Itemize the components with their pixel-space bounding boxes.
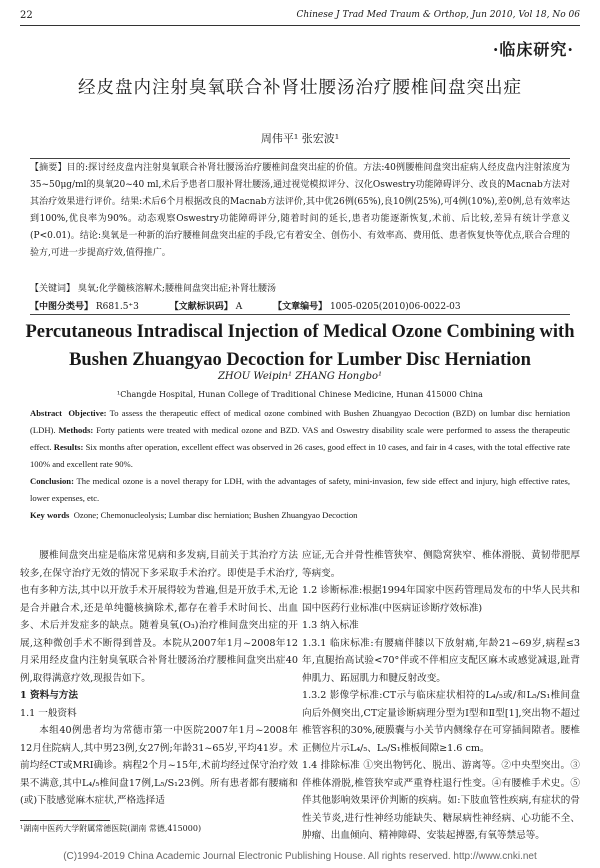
- page-number: 22: [20, 10, 33, 21]
- section-label: ·临床研究·: [492, 40, 574, 59]
- conclusion-text: The medical ozone is a novel therapy for LDH, with the advantages of safety, mini-invasion, few side effect and injury, high effective rates, lower expenses, etc.: [30, 476, 570, 503]
- footnote-rule: [20, 820, 110, 821]
- general-data-paragraph: 本组40例患者均为常德市第一中医院2007年1月~2008年12月住院病人,其中男23例,女27例;年龄31~65岁,平均41岁。术前均经CT或MRI确诊。病程2个月~15年,术前均经过保守治疗效果不满意,其中L₄/₅椎间盘17例,L₅/S₁23例。所有患者都有腰痛和(或)下肢感觉麻木症状,严格选择适: [20, 725, 298, 806]
- results-label: Results:: [53, 442, 84, 452]
- methods-text: Forty patients were treated with medical ozone and BZD. VAS and Oswestry disability scale were performed to assess the therapeutic effect.: [30, 425, 570, 452]
- continued-paragraph: 应证,无合并骨性椎管狭窄、侧隐窝狭窄、椎体滑脱、黄韧带肥厚等病变。: [302, 550, 580, 579]
- article-number-label: 【文章编号】: [273, 302, 328, 312]
- body-column-left: [20, 547, 298, 810]
- running-head: Chinese J Trad Med Traum & Orthop, Jun 2010, Vol 18, No 06: [296, 10, 580, 20]
- article-title-en: Percutaneous Intradiscal Injection of Medical Ozone Combining with Bushen Zhuangyao Decoction for Lumber Disc Herniation: [25, 322, 575, 370]
- heading-inclusion: 1.3 纳入标准: [302, 620, 359, 631]
- doc-code-value: A: [235, 302, 243, 312]
- keywords-cn-text: 臭氧;化学髓核溶解术;腰椎间盘突出症;补肾壮腰汤: [77, 284, 276, 294]
- imaging-criteria: 1.3.2 影像学标准:CT示与临床症状相符的L₄/₅或/和L₅/S₁椎间盘向后外侧突出,CT定量诊断病理分型为Ⅰ型和Ⅱ型[1],突出物不超过椎管容积的30%,硬膜囊与小关节内侧缘存在可穿插间隙者。腰椎正侧位片示L₄/₅、L₅/S₁椎板间隙≥1.6 cm。: [302, 690, 580, 754]
- footnote: ¹湖南中医药大学附属常德医院(湖南 常德,415000): [20, 824, 202, 833]
- abstract-en: [30, 405, 570, 524]
- abstract-en-label: Abstract: [30, 408, 62, 418]
- doc-code-label: 【文献标识码】: [169, 302, 233, 312]
- body-column-right: [302, 547, 580, 845]
- methods-label: Methods:: [58, 425, 94, 435]
- keywords-cn: [30, 281, 276, 294]
- clc-label: 【中图分类号】: [30, 302, 94, 312]
- exclusion-criteria: 1.4 排除标准 ①突出物钙化、脱出、游离等。②中央型突出。③伴椎体滑脱,椎管狭窄或严重脊柱退行性变。④有腰椎手术史。⑤伴其他影响效果评价判断的疾病。如:下肢血管性疾病,有症状的骨性关节炎,进行性神经功能缺失、糖尿病性神经病、心功能不全、肿瘤、出血倾向、精神障碍、安装起搏器,有氧等禁忌等。: [302, 760, 580, 841]
- heading-general-data: 1.1 一般资料: [20, 707, 77, 719]
- keywords-en-text: Ozone; Chemonucleolysis; Lumbar disc herniation; Bushen Zhuangyao Decoction: [73, 510, 358, 520]
- clinical-criteria: 1.3.1 临床标准:有腰痛伴膝以下放射痛,年龄21~69岁,病程≤3年,直腿抬高试验<70°伴或不伴相应支配区麻木或感觉减退,趾背伸肌力、跖屈肌力和腱反射改变。: [302, 637, 580, 684]
- header-rule: [20, 25, 580, 26]
- classification-line: [30, 299, 489, 312]
- copyright-watermark: (C)1994-2019 China Academic Journal Electronic Publishing House. All rights reserved. http://www.cnki.net: [63, 851, 537, 862]
- diagnostic-criteria: 1.2 诊断标准:根据1994年国家中医药管理局发布的中华人民共和国中医药行业标准(中医病证诊断疗效标准): [302, 585, 580, 614]
- abstract-top-rule: [30, 158, 570, 159]
- abstract-cn-label: 【摘要】: [30, 163, 67, 173]
- objective-label: Objective:: [68, 408, 107, 418]
- keywords-en-label: Key words: [30, 510, 70, 520]
- heading-materials-methods: 1 资料与方法: [20, 690, 78, 701]
- article-title-cn: 经皮盘内注射臭氧联合补肾壮腰汤治疗腰椎间盘突出症: [78, 78, 522, 98]
- abstract-bottom-rule: [30, 314, 570, 315]
- conclusion-label: Conclusion:: [30, 476, 74, 486]
- clc-value: R681.5⁺3: [95, 302, 139, 312]
- intro-paragraph: 腰椎间盘突出症是临床常见病和多发病,目前关于其治疗方法较多,在保守治疗无效的情况下多采取手术治疗。即使是手术治疗,也有多种方法,其中以开放手术开展得较为普遍,但是开放手术,无论是合并融合术,还是单纯髓核摘除术,都存在着手术时间长、出血多、术后并发症多的缺点。随着臭氧(O₃)治疗椎间盘突出症的开展,这种微创手术不断得到普及。本院从2007年1月~2008年12月采用经皮盘内注射臭氧联合补肾壮腰汤治疗腰椎间盘突出症40例,取得满意疗效,现报告如下。: [20, 550, 298, 684]
- objective-text: To assess the therapeutic effect of medical ozone combined with Bushen Zhuangyao Decoction (BZD) on lumbar disc herniation (LDH).: [30, 408, 570, 435]
- results-text: Six months after operation, excellent effect was observed in 26 cases, good effect in 10 cases, and fair in 4 cases, with the total effective rate 100% and excellent rate 90%.: [30, 442, 570, 469]
- authors-cn: 周伟平¹ 张宏波¹: [260, 132, 340, 145]
- article-number-value: 1005-0205(2010)06-0022-03: [329, 302, 461, 312]
- authors-en: ZHOU Weipin¹ ZHANG Hongbo¹: [217, 371, 383, 382]
- keywords-cn-label: 【关键词】: [30, 284, 76, 294]
- abstract-cn-text: 目的:探讨经皮盘内注射臭氧联合补肾壮腰汤治疗腰椎间盘突出症的价值。方法:40例腰椎间盘突出症病人经皮盘内注射浓度为35~50μg/ml的臭氧20~40 ml,术后予患者口服补肾壮腰汤,通过视觉模拟评分、汉化Oswestry功能障碍评分、改良的Macnab方法对其治疗效果进行评价。结果:术后6个月根据改良的Macnab方法评价,其中优26例(65%),良10例(25%),可4例(10%),差0例,总有效率达到100%,优良率为90%。动态观察Oswestry功能障碍评分,随着时间的延长,患者功能逐渐恢复,术前、后比较,差异有统计学意义(P<0.01)。结论:臭氧是一种新的治疗腰椎间盘突出症的手段,它有着安全、创伤小、有效率高、费用低、患者恢复快等优点,联合合理的验方,可进一步提高疗效,值得推广。: [30, 163, 570, 258]
- abstract-cn: [30, 160, 570, 262]
- affiliation-en: ¹Changde Hospital, Hunan College of Traditional Chinese Medicine, Hunan 415000 China: [117, 390, 483, 399]
